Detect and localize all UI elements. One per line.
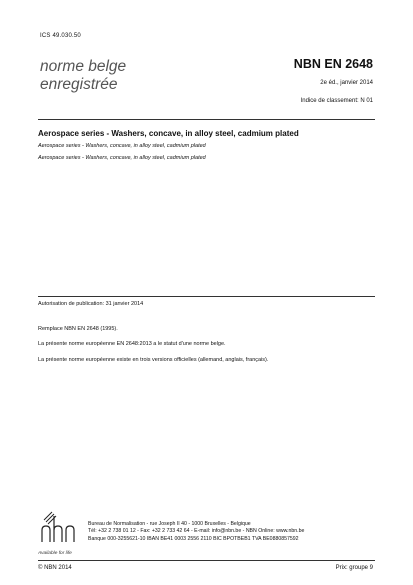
copyright: © NBN 2014 [38,565,72,571]
versions-note: La présente norme européenne existe en trois versions officielles (allemand, anglais, français). [38,357,269,363]
standard-code: NBN EN 2648 [293,57,373,71]
norme-line-1: norme belge [40,58,127,75]
classification-index: Indice de classement: N 01 [300,98,373,104]
ics-code: ICS 49.030.50 [40,33,81,39]
title-alt-2: Aerospace series - Washers, concave, in alloy steel, cadmium plated [38,155,206,161]
norme-line-2: enregistrée [40,76,118,93]
title-alt-1: Aerospace series - Washers, concave, in alloy steel, cadmium plated [38,143,206,149]
divider-bottom [38,560,375,561]
norme-belge-label [40,58,126,94]
divider-middle [38,296,375,297]
price-group: Prix: groupe 9 [335,565,373,571]
edition-date: 2e éd., janvier 2014 [320,80,373,86]
bureau-banking: Banque 000-3255621-10 IBAN BE41 0003 2556 2110 BIC BPOTBEB1 TVA BE0880857592 [88,536,299,542]
nbn-logo [38,510,80,558]
publication-authorization: Autorisation de publication: 31 janvier 2014 [38,301,144,307]
status-note: La présente norme européenne EN 2648:2013 a le statut d'une norme belge. [38,341,226,347]
nbn-logo-icon [38,510,80,558]
replaces-note: Remplace NBN EN 2648 (1995). [38,326,118,332]
logo-caption: Available for life [38,551,72,556]
divider-top [38,119,375,120]
bureau-address: Bureau de Normalisation - rue Joseph II 40 - 1000 Bruxelles - Belgique [88,521,251,527]
bureau-contact: Tél: +32 2 738 01 12 - Fax: +32 2 733 42 64 - E-mail: info@nbn.be - NBN Online: www.nbn.be [88,528,305,534]
title-main: Aerospace series - Washers, concave, in alloy steel, cadmium plated [38,129,299,138]
